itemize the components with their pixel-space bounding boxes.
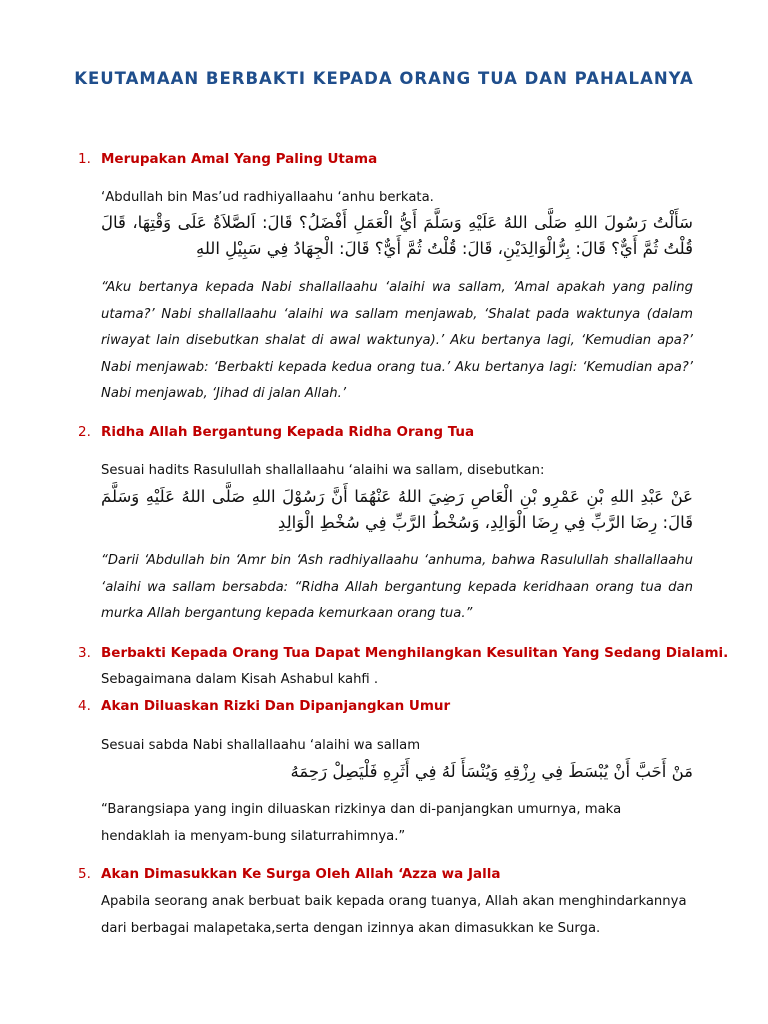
section-number: 3. — [78, 645, 91, 661]
section-heading: Berbakti Kepada Orang Tua Dapat Menghilangkan Kesulitan Yang Sedang Dialami. — [101, 645, 729, 661]
arabic-hadith: سَأَلْتُ رَسُولَ اللهِ صَلَّى اللهُ عَلَيْهِ وَسَلَّمَ أَيُّ الْعَمَلِ أَفْضَلُ؟ قَالَ: اَلصَّلاَةُ عَلَى وَقْتِهَا، قَالَ قُلْتُ ثُمَّ أَيٌّ؟ قَالَ: بِرُّالْوَالِدَيْنِ، قَالَ: قُلْتُ ثُمَّ أَيٌّ؟ قَالَ: الْجِهَادُ فِي سَبِيْلِ اللهِ — [101, 213, 693, 258]
section-intro: Sesuai hadits Rasulullah shallallaahu ‘alaihi wa sallam, disebutkan: — [101, 463, 545, 478]
arabic-hadith: مَنْ أَحَبَّ أَنْ يُبْسَطَ فِي رِزْقِهِ وَيُنْسَأَ لَهُ فِي أَثَرِهِ فَلْيَصِلْ رَحِمَهُ — [290, 762, 693, 781]
section-heading: Akan Dimasukkan Ke Surga Oleh Allah ‘Azza wa Jalla — [101, 866, 501, 882]
section-body: Apabila seorang anak berbuat baik kepada orang tuanya, Allah akan menghindarkannya dari berbagai malapetaka,serta dengan izinnya akan dimasukkan ke Surga. — [101, 894, 687, 936]
section-heading: Ridha Allah Bergantung Kepada Ridha Orang Tua — [101, 424, 475, 440]
hadith-translation: “Barangsiapa yang ingin diluaskan rizkinya dan di-panjangkan umurnya, maka hendaklah ia menyam-bung silaturrahimnya.” — [101, 802, 622, 844]
section-number: 4. — [78, 698, 91, 714]
document-title: KEUTAMAAN BERBAKTI KEPADA ORANG TUA DAN PAHALANYA — [74, 69, 694, 88]
section-intro: Sesuai sabda Nabi shallallaahu ‘alaihi wa sallam — [101, 738, 421, 753]
section-number: 5. — [78, 866, 91, 882]
hadith-translation: “Aku bertanya kepada Nabi shallallaahu ‘alaihi wa sallam, ‘Amal apakah yang paling utama?’ Nabi shallallaahu ‘alaihi wa sallam menjawab, ‘Shalat pada waktunya (dalam riwayat lain disebutkan shalat di awal waktunya).’ Aku bertanya lagi, ‘Kemudian apa?’ Nabi menjawab: ‘Berbakti kepada kedua orang tua.’ Aku bertanya lagi: ‘Kemudian apa?’ Nabi menjawab, ‘Jihad di jalan Allah.’ — [101, 280, 693, 401]
section-intro: Sebagaimana dalam Kisah Ashabul kahfi . — [101, 672, 379, 687]
section-heading: Akan Diluaskan Rizki Dan Dipanjangkan Umur — [101, 698, 451, 714]
section-number: 2. — [78, 424, 91, 440]
section-heading: Merupakan Amal Yang Paling Utama — [101, 151, 378, 167]
section-number: 1. — [78, 151, 91, 167]
section-intro: ‘Abdullah bin Mas’ud radhiyallaahu ‘anhu berkata. — [101, 190, 434, 205]
arabic-hadith: عَنْ عَبْدِ اللهِ بْنِ عَمْرِو بْنِ الْعَاصِ رَضِيَ اللهُ عَنْهُمَا أَنَّ رَسُوْلَ اللهِ صَلَّى اللهُ عَلَيْهِ وَسَلَّمَ قَالَ: رِضَا الرَّبِّ فِي رِضَا الْوَالِدِ، وَسُخْطُ الرَّبِّ فِي سُخْطِ الْوَالِدِ — [101, 487, 693, 532]
hadith-translation: “Darii ‘Abdullah bin ‘Amr bin ‘Ash radhiyallaahu ‘anhuma, bahwa Rasulullah shallallaahu ‘alaihi wa sallam bersabda: “Ridha Allah bergantung kepada keridhaan orang tua dan murka Allah bergantung kepada kemurkaan orang tua.” — [101, 553, 693, 621]
